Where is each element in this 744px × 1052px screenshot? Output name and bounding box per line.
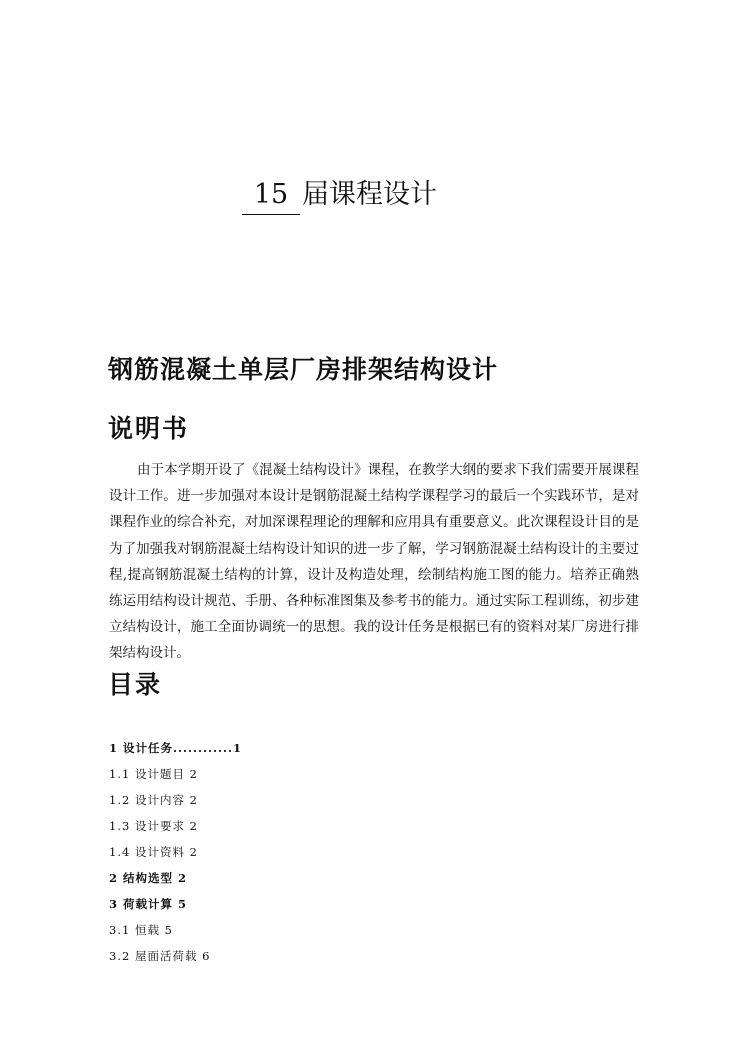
table-of-contents	[109, 735, 242, 969]
document-subtitle: 说明书	[108, 414, 190, 443]
toc-item[interactable]: 3 荷载计算 5	[109, 897, 188, 911]
toc-item[interactable]: 3.2 屋面活荷载 6	[109, 949, 211, 963]
toc-item[interactable]: 1.1 设计题目 2	[109, 767, 198, 781]
cover-title	[242, 178, 482, 214]
toc-item[interactable]: 1.4 设计资料 2	[109, 845, 198, 859]
intro-paragraph: 由于本学期开设了《混凝土结构设计》课程，在教学大纲的要求下我们需要开展课程设计工作。进一步加强对本设计是钢筋混凝土结构学课程学习的最后一个实践环节，是对课程作业的综合补充，对加深课程理论的理解和应用具有重要意义。此次课程设计目的是为了加强我对钢筋混凝土结构设计知识的进一步了解，学习钢筋混凝土结构设计的主要过程,提高钢筋混凝土结构的计算，设计及构造处理，绘制结构施工图的能力。培养正确熟练运用结构设计规范、手册、各种标准图集及参考书的能力。通过实际工程训练，初步建立结构设计，施工全面协调统一的思想。我的设计任务是根据已有的资料对某厂房进行排架结构设计。	[109, 462, 639, 662]
toc-item[interactable]: 1.2 设计内容 2	[109, 793, 198, 807]
document-title: 钢筋混凝土单层厂房排架结构设计	[108, 355, 499, 384]
cover-year: 15	[242, 178, 300, 215]
cover-title-text: 届课程设计	[302, 179, 437, 210]
toc-item[interactable]: 3.1 恒载 5	[109, 923, 173, 937]
toc-item[interactable]: 2 结构选型 2	[109, 871, 188, 885]
toc-item[interactable]: 1.3 设计要求 2	[109, 819, 198, 833]
toc-item[interactable]: 1 设计任务............1	[109, 741, 243, 755]
toc-heading: 目录	[108, 670, 163, 699]
